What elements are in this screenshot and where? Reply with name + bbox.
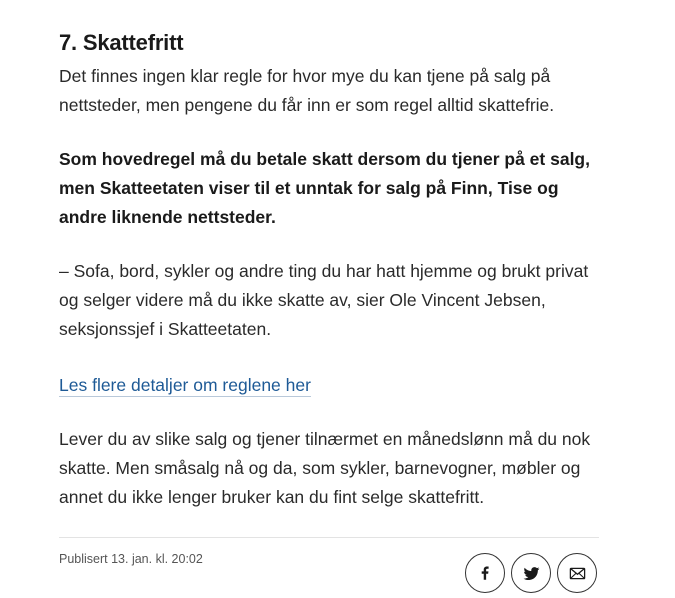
share-facebook-button[interactable]	[465, 553, 505, 593]
share-twitter-button[interactable]	[511, 553, 551, 593]
email-icon	[568, 564, 587, 583]
rules-details-link[interactable]: Les flere detaljer om reglene her	[59, 375, 311, 395]
paragraph-intro: Det finnes ingen klar regle for hvor mye du kan tjene på salg på nettsteder, men pengene du får inn er som regel alltid skattefrie.	[59, 66, 555, 115]
section-heading: 7. Skattefritt	[59, 30, 184, 55]
link-container	[59, 371, 311, 400]
footer-divider	[59, 537, 599, 538]
paragraph-bold: Som hovedregel må du betale skatt dersom du tjener på et salg, men Skatteetaten viser til et unntak for salg på Finn, Tise og andre liknende nettsteder.	[59, 149, 590, 227]
paragraph-closing: Lever du av slike salg og tjener tilnærmet en månedslønn må du nok skatte. Men småsalg nå og da, som sykler, barnevogner, møbler og annet du ikke lenger bruker kan du fint selge skattefritt.	[59, 429, 591, 507]
facebook-icon	[476, 564, 494, 582]
twitter-icon	[522, 564, 541, 583]
paragraph-quote: – Sofa, bord, sykler og andre ting du har hatt hjemme og brukt privat og selger videre må du ikke skatte av, sier Ole Vincent Jebsen, seksjonssjef i Skatteetaten.	[59, 261, 589, 339]
share-email-button[interactable]	[557, 553, 597, 593]
published-timestamp: Publisert 13. jan. kl. 20:02	[59, 552, 203, 566]
